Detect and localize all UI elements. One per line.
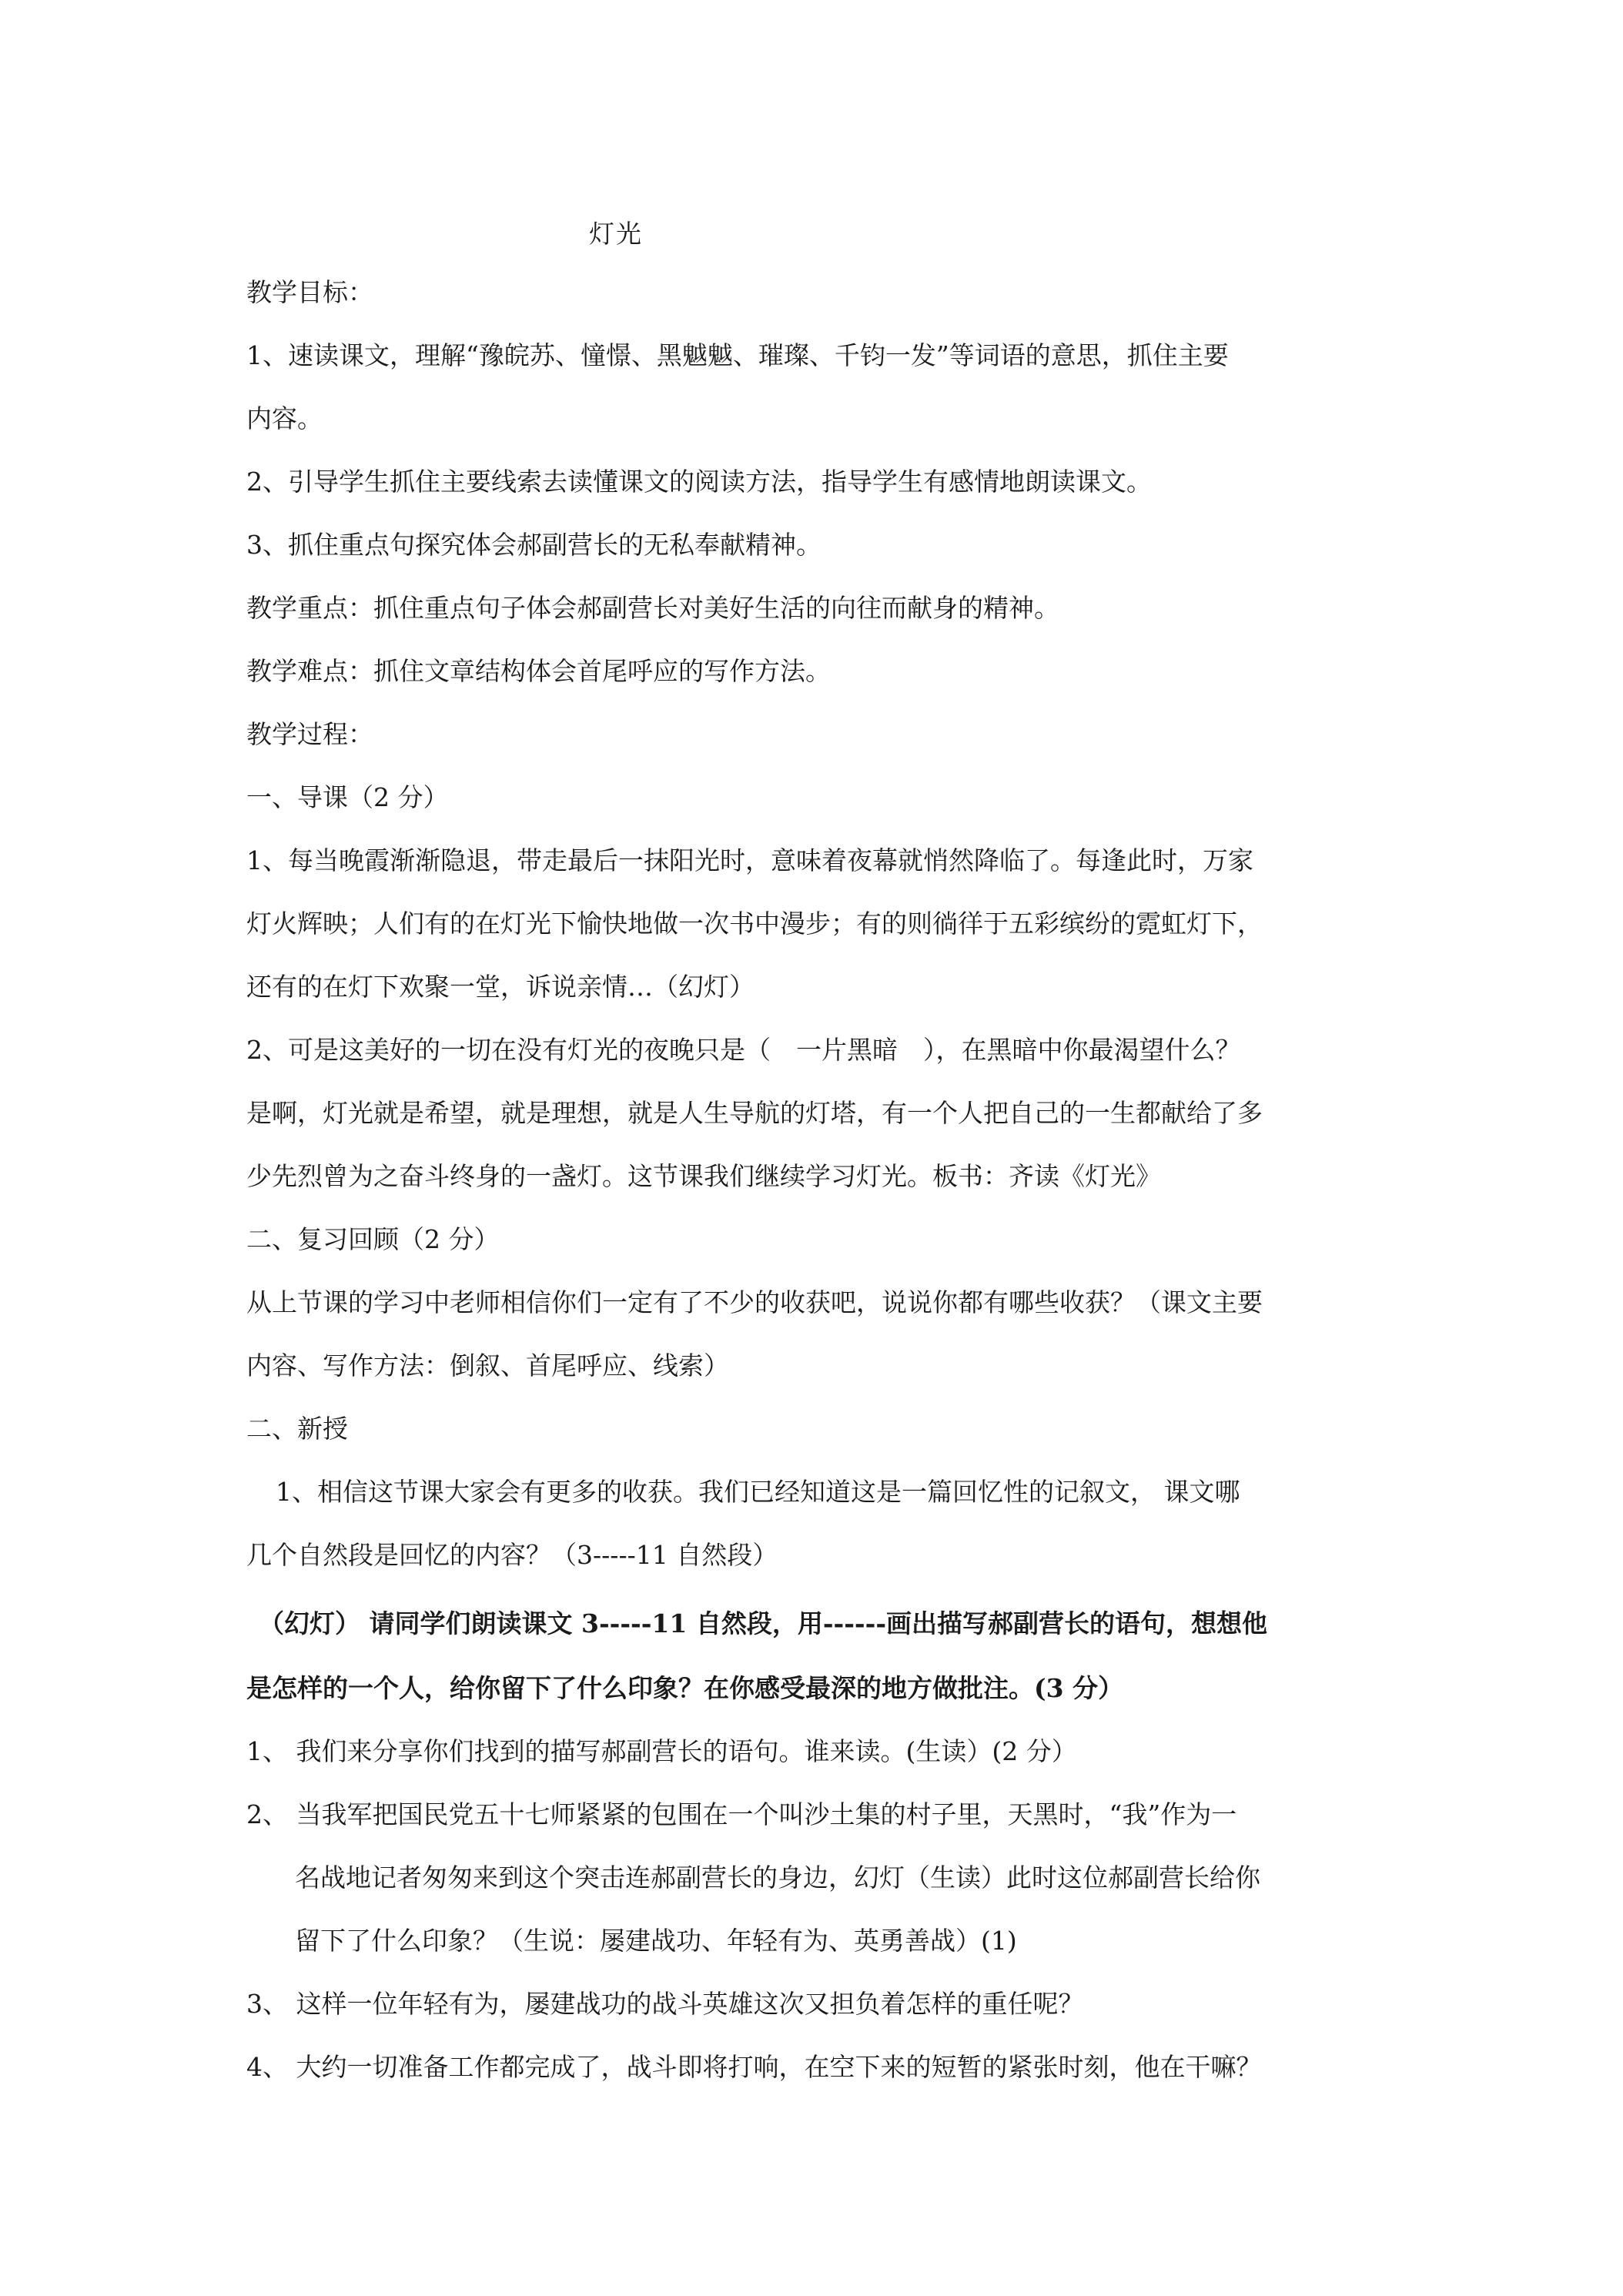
list-item-4: 4、 大约一切准备工作都完成了，战斗即将打响，在空下来的短暂的紧张时刻，他在干嘛？ xyxy=(246,2052,1262,2082)
list-item-2-line-2: 名战地记者匆匆来到这个突击连郝副营长的身边，幻灯（生读）此时这位郝副营长给你 xyxy=(295,1863,1260,1893)
section-1-paragraph-1-line-1: 1、每当晚霞渐渐隐退，带走最后一抹阳光时，意味着夜幕就悄然降临了。每逢此时，万家 xyxy=(246,845,1253,875)
section-2-paragraph-line-1: 从上节课的学习中老师相信你们一定有了不少的收获吧，说说你都有哪些收获？（课文主要 xyxy=(246,1287,1263,1317)
list-item-2-line-1: 2、 当我军把国民党五十七师紧紧的包围在一个叫沙土集的村子里，天黑时，“我”作为一 xyxy=(246,1799,1237,1829)
document-title: 灯光 xyxy=(589,219,643,249)
objectives-heading: 教学目标： xyxy=(246,277,373,307)
objective-2: 2、引导学生抓住主要线索去读懂课文的阅读方法，指导学生有感情地朗读课文。 xyxy=(246,467,1152,497)
section-3-paragraph-1-line-1: 1、相信这节课大家会有更多的收获。我们已经知道这是一篇回忆性的记叙文， 课文哪 xyxy=(276,1477,1240,1507)
process-heading: 教学过程： xyxy=(246,719,373,749)
difficult-point: 教学难点：抓住文章结构体会首尾呼应的写作方法。 xyxy=(246,656,831,686)
section-3-bold-instruction-line-2: 是怎样的一个人，给你留下了什么印象？在你感受最深的地方做批注。(3 分） xyxy=(246,1673,1124,1703)
section-1-paragraph-3-line-2: 少先烈曾为之奋斗终身的一盏灯。这节课我们继续学习灯光。板书：齐读《灯光》 xyxy=(246,1161,1161,1191)
section-1-paragraph-3-line-1: 是啊，灯光就是希望，就是理想，就是人生导航的灯塔，有一个人把自己的一生都献给了多 xyxy=(246,1098,1263,1128)
section-2-paragraph-line-2: 内容、写作方法：倒叙、首尾呼应、线索） xyxy=(246,1350,729,1381)
objective-1-line-2: 内容。 xyxy=(246,403,323,433)
section-1-paragraph-1-line-2: 灯火辉映；人们有的在灯光下愉快地做一次书中漫步；有的则徜徉于五彩缤纷的霓虹灯下， xyxy=(246,909,1263,939)
objective-1-line-1: 1、速读课文，理解“豫皖苏、憧憬、黑魆魆、璀璨、千钧一发”等词语的意思，抓住主要 xyxy=(246,340,1229,370)
section-1-paragraph-1-line-3: 还有的在灯下欢聚一堂，诉说亲情…（幻灯） xyxy=(246,972,755,1002)
list-item-2-line-3: 留下了什么印象？（生说：屡建战功、年轻有为、英勇善战）(1) xyxy=(295,1926,1017,1956)
section-1-heading: 一、导课（2 分） xyxy=(246,782,449,812)
section-3-paragraph-1-line-2: 几个自然段是回忆的内容？（3-----11 自然段） xyxy=(246,1540,778,1570)
section-3-bold-instruction-line-1: （幻灯） 请同学们朗读课文 3-----11 自然段，用------画出描写郝副营长的语句，想想他 xyxy=(259,1608,1268,1638)
list-item-1: 1、 我们来分享你们找到的描写郝副营长的语句。谁来读。(生读）(2 分） xyxy=(246,1736,1077,1766)
key-point: 教学重点：抓住重点句子体会郝副营长对美好生活的向往而献身的精神。 xyxy=(246,593,1059,623)
objective-3: 3、抓住重点句探究体会郝副营长的无私奉献精神。 xyxy=(246,530,822,560)
section-3-heading: 二、新授 xyxy=(246,1414,348,1444)
section-2-heading: 二、复习回顾（2 分） xyxy=(246,1224,500,1254)
list-item-3: 3、 这样一位年轻有为，屡建战功的战斗英雄这次又担负着怎样的重任呢？ xyxy=(246,1989,1084,2019)
section-1-paragraph-2: 2、可是这美好的一切在没有灯光的夜晚只是（ 一片黑暗 ），在黑暗中你最渴望什么？ xyxy=(246,1035,1241,1065)
